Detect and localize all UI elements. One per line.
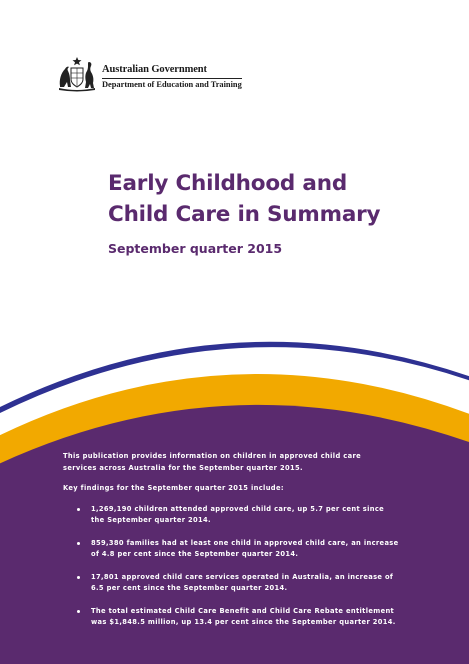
key-findings-heading: Key findings for the September quarter 2015 include:: [63, 484, 284, 492]
finding-line: The total estimated Child Care Benefit and Child Care Rebate entitlement: [91, 606, 395, 615]
coat-of-arms-icon: [56, 56, 98, 92]
finding-line: of 4.8 per cent since the September quarter 2014.: [91, 550, 299, 558]
finding-line: 859,380 families had at least one child in approved child care, an increase: [91, 538, 399, 547]
list-item: [63, 504, 423, 527]
bullet-icon: [77, 610, 80, 613]
bullet-icon: [77, 508, 80, 511]
key-findings-list: [63, 504, 423, 629]
government-header: [56, 56, 246, 92]
title-line-1: Early Childhood and: [108, 171, 348, 196]
summary-content: [63, 451, 423, 640]
intro-paragraph: [63, 451, 423, 474]
list-item: [63, 606, 423, 629]
intro-line-2: services across Australia for the September quarter 2015.: [63, 463, 303, 472]
header-divider: [102, 78, 242, 79]
department-name: Department of Education and Training: [102, 80, 242, 89]
publication-title: [108, 168, 380, 230]
government-name: Australian Government: [102, 64, 207, 75]
intro-line-1: This publication provides information on children in approved child care: [63, 452, 361, 460]
list-item: [63, 572, 423, 595]
finding-line: 17,801 approved child care services operated in Australia, an increase of: [91, 572, 394, 581]
bullet-icon: [77, 576, 80, 579]
publication-subtitle: September quarter 2015: [108, 241, 283, 256]
finding-line: 6.5 per cent since the September quarter 2014.: [91, 584, 288, 592]
finding-line: the September quarter 2014.: [91, 516, 211, 524]
title-line-2: Child Care in Summary: [108, 202, 381, 227]
bullet-icon: [77, 542, 80, 545]
list-item: [63, 538, 423, 561]
finding-line: was $1,848.5 million, up 13.4 per cent since the September quarter 2014.: [91, 618, 396, 626]
finding-line: 1,269,190 children attended approved child care, up 5.7 per cent since: [91, 504, 385, 513]
